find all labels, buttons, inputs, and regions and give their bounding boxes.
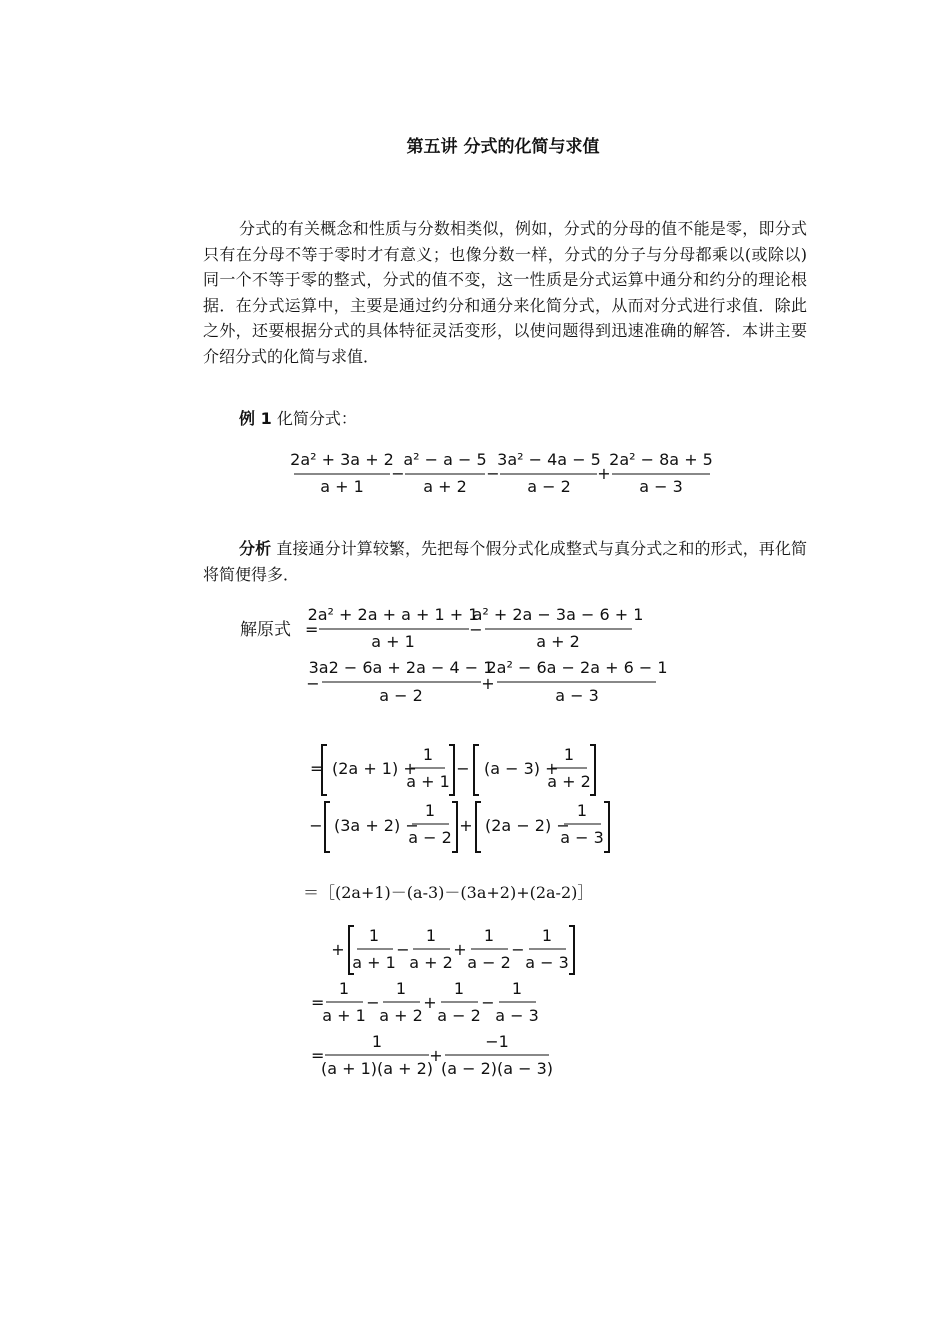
svg-text:1: 1 <box>563 745 575 764</box>
intro-paragraph: 分式的有关概念和性质与分数相类似，例如，分式的分母的值不能是零，即分式只有在分母不等于零时才有意义；也像分数一样，分式的分子与分母都乘以(或除以)同一个不等于零的整式，分式的值不变，这一性质是分式运算中通分和约分的理论根据．在分式运算中，主要是通过约分和通分来化简分式，从而对分式进行求值．除此之外，还要根据分式的具体特征灵活变形，以使问题得到迅速准确的解答．本讲主要介绍分式的化简与求值． <box>203 219 807 366</box>
ex-numerator-3: 3a² − 4a − 5 <box>497 450 601 469</box>
solution-step-3: ＝［(2a+1)－(a-3)－(3a+2)+(2a-2)］ <box>303 883 594 902</box>
svg-text:a + 2: a + 2 <box>379 1006 423 1025</box>
solution-step-6 <box>311 1032 553 1078</box>
s1-numerator-2: a² + 2a − 3a − 6 + 1 <box>472 605 644 624</box>
example-expression <box>290 450 713 496</box>
s2-term-a: (2a + 1) + <box>332 759 417 778</box>
example-label: 例 1 <box>239 409 272 428</box>
svg-text:−1: −1 <box>485 1032 509 1051</box>
svg-text:1: 1 <box>453 979 465 998</box>
svg-text:a + 2: a + 2 <box>409 953 453 972</box>
svg-text:−: − <box>486 464 500 483</box>
svg-text:−: − <box>469 620 483 639</box>
ex-numerator-4: 2a² − 8a + 5 <box>609 450 713 469</box>
svg-text:=: = <box>311 993 325 1012</box>
svg-text:+: + <box>429 1046 443 1065</box>
solution-step-4 <box>331 926 574 974</box>
svg-text:=: = <box>310 759 324 778</box>
s1-denominator-1: a + 1 <box>371 632 415 651</box>
svg-text:1: 1 <box>395 979 407 998</box>
s1-denominator-4: a − 3 <box>555 686 599 705</box>
ex-denominator-1: a + 1 <box>320 477 364 496</box>
svg-text:a + 1: a + 1 <box>352 953 396 972</box>
svg-text:1: 1 <box>483 926 495 945</box>
svg-text:−: − <box>366 993 380 1012</box>
svg-text:+: + <box>597 464 611 483</box>
solution-label: 解原式 <box>240 620 291 640</box>
ex-denominator-4: a − 3 <box>639 477 683 496</box>
svg-text:a + 2: a + 2 <box>547 772 591 791</box>
svg-text:−: − <box>309 816 323 835</box>
svg-text:−: − <box>306 674 320 693</box>
s1-numerator-4: 2a² − 6a − 2a + 6 − 1 <box>486 658 668 677</box>
svg-text:1: 1 <box>422 745 434 764</box>
svg-text:a − 3: a − 3 <box>495 1006 539 1025</box>
svg-text:a − 2: a − 2 <box>467 953 511 972</box>
svg-text:1: 1 <box>511 979 523 998</box>
s1-denominator-2: a + 2 <box>536 632 580 651</box>
s1-numerator-3: 3a2 − 6a + 2a − 4 − 1 <box>308 658 494 677</box>
svg-text:+: + <box>423 993 437 1012</box>
s2-term-c: (3a + 2) − <box>334 816 419 835</box>
ex-denominator-3: a − 2 <box>527 477 571 496</box>
solution-step-1 <box>240 605 668 705</box>
svg-text:a − 2: a − 2 <box>408 828 452 847</box>
svg-text:a − 2: a − 2 <box>437 1006 481 1025</box>
svg-text:a − 3: a − 3 <box>525 953 569 972</box>
solution-step-2 <box>309 745 609 852</box>
svg-text:a + 1: a + 1 <box>406 772 450 791</box>
svg-text:−: − <box>396 940 410 959</box>
analysis-label: 分析 <box>239 539 272 558</box>
svg-text:−: − <box>481 993 495 1012</box>
page-title: 第五讲 分式的化简与求值 <box>406 137 600 157</box>
svg-text:=: = <box>311 1046 325 1065</box>
ex-denominator-2: a + 2 <box>423 477 467 496</box>
analysis-text: 直接通分计算较繁，先把每个假分式化成整式与真分式之和的形式，再化简将简便得多． <box>203 539 807 584</box>
svg-text:1: 1 <box>338 979 350 998</box>
svg-text:+: + <box>459 816 473 835</box>
svg-text:−: − <box>456 759 470 778</box>
s2-term-d: (2a − 2) − <box>485 816 570 835</box>
ex-numerator-2: a² − a − 5 <box>403 450 487 469</box>
svg-text:=: = <box>305 620 319 639</box>
s1-denominator-3: a − 2 <box>379 686 423 705</box>
svg-text:+: + <box>453 940 467 959</box>
final-denominator-1: (a + 1)(a + 2) <box>320 1059 434 1078</box>
svg-text:1: 1 <box>368 926 380 945</box>
svg-text:+: + <box>331 940 345 959</box>
svg-text:1: 1 <box>424 801 436 820</box>
solution-step-5 <box>311 979 539 1025</box>
svg-text:−: − <box>511 940 525 959</box>
example-text: 化简分式： <box>276 409 357 428</box>
svg-text:a + 1: a + 1 <box>322 1006 366 1025</box>
svg-text:−: − <box>391 464 405 483</box>
svg-text:a − 3: a − 3 <box>560 828 604 847</box>
svg-text:1: 1 <box>425 926 437 945</box>
svg-text:1: 1 <box>371 1032 383 1051</box>
svg-text:1: 1 <box>576 801 588 820</box>
s1-numerator-1: 2a² + 2a + a + 1 + 1 <box>307 605 479 624</box>
svg-text:1: 1 <box>541 926 553 945</box>
ex-numerator-1: 2a² + 3a + 2 <box>290 450 394 469</box>
final-denominator-2: (a − 2)(a − 3) <box>440 1059 554 1078</box>
s2-term-b: (a − 3) + <box>484 759 559 778</box>
svg-text:+: + <box>481 674 495 693</box>
